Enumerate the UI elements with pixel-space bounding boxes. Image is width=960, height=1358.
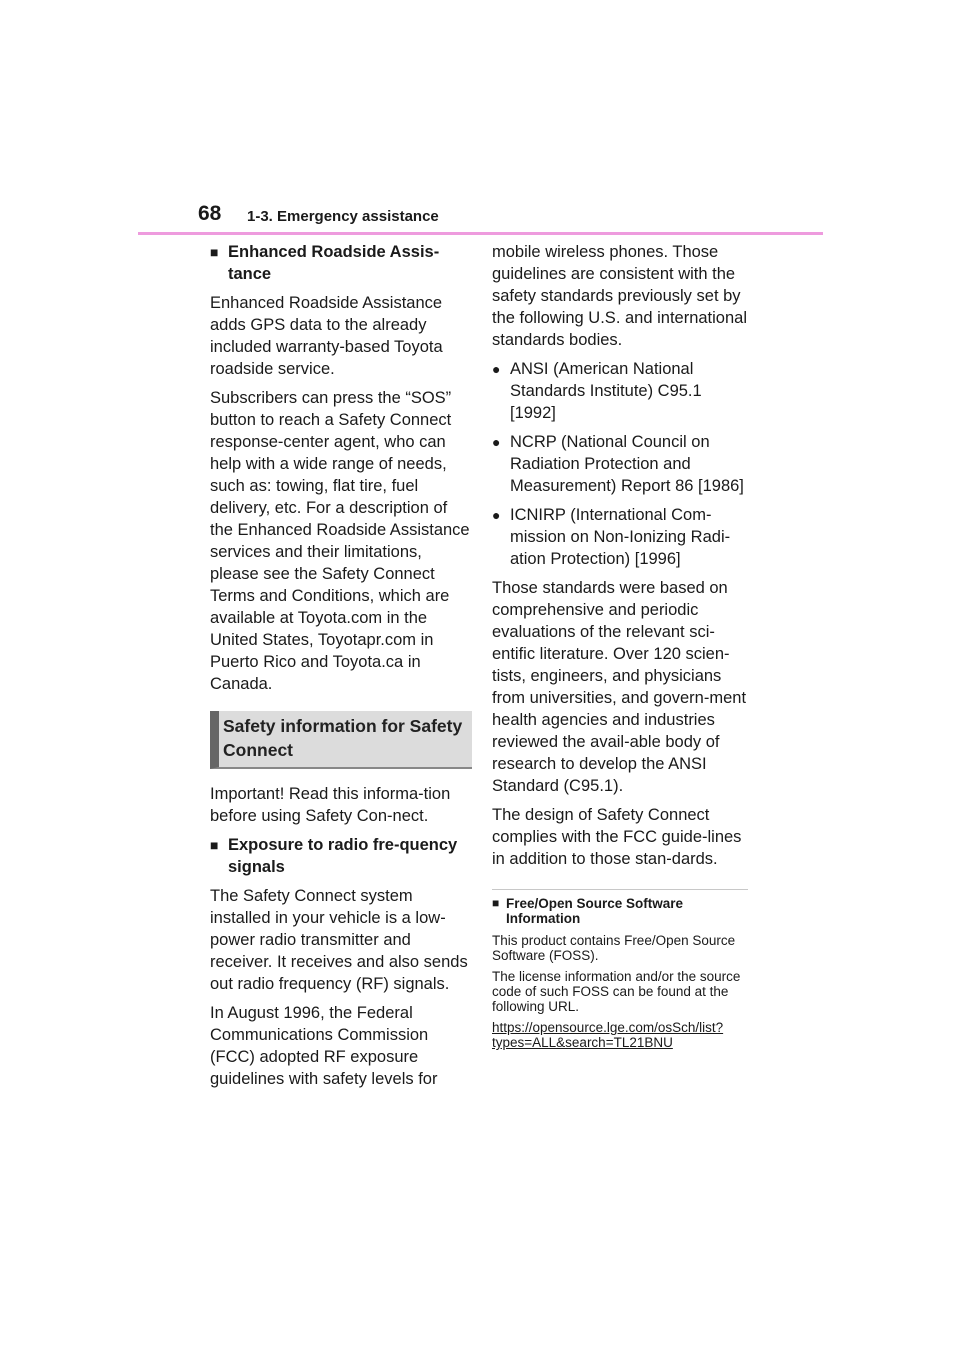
list-item-text: ANSI (American National Standards Institute) C95.1 [1992] <box>510 360 702 422</box>
subheading-roadside <box>210 241 472 285</box>
right-column <box>492 241 752 1056</box>
subheading-rf-exposure-text: Exposure to radio fre-quency signals <box>228 836 458 876</box>
list-item-text: NCRP (National Council on Radiation Protection and Measurement) Report 86 [1986] <box>510 433 744 495</box>
paragraph-guidelines: mobile wireless phones. Those guidelines are consistent with the safety standards previously set by the following U.S. and international standards bodies. <box>492 243 747 349</box>
paragraph-roadside-intro: Enhanced Roadside Assistance adds GPS data to the already included warranty-based Toyota roadside service. <box>210 294 443 378</box>
paragraph-roadside-sos: Subscribers can press the “SOS” button to reach a Safety Connect response-center agent, who can help with a wide range of needs, such as: towing, flat tire, fuel delivery, etc. For a description of the Enhanced Roadside Assistance services and their limitations, please see the Safety Connect Terms and Conditions, which are available at Toyota.com in the United States, Toyotapr.com in Puerto Rico and Toyota.ca in Canada. <box>210 389 470 693</box>
bullet-dot-icon: ● <box>492 361 501 377</box>
bullet-dot-icon: ● <box>492 507 501 523</box>
header-divider <box>138 232 823 235</box>
foss-url-link[interactable]: https://opensource.lge.com/osSch/list?types=ALL&search=TL21BNU <box>492 1020 724 1050</box>
list-item <box>492 504 752 570</box>
list-item-text: ICNIRP (International Com-mission on Non-Ionizing Radi-ation Protection) [1996] <box>510 506 731 568</box>
note-heading <box>492 896 752 926</box>
section-title: 1-3. Emergency assistance <box>247 208 439 225</box>
page-number: 68 <box>198 202 222 225</box>
paragraph-fcc: In August 1996, the Federal Communications Commission (FCC) adopted RF exposure guidelines with safety levels for <box>210 1004 438 1088</box>
paragraph-design: The design of Safety Connect complies with the FCC guide-lines in addition to those stan-dards. <box>492 806 742 868</box>
note-paragraph-license: The license information and/or the source code of such FOSS can be found at the following URL. <box>492 969 741 1014</box>
section-heading-safety-info: Safety information for Safety Connect <box>210 711 472 769</box>
subheading-rf-exposure <box>210 834 472 878</box>
bullet-dot-icon: ● <box>492 434 501 450</box>
square-bullet-icon: ■ <box>492 896 500 910</box>
paragraph-standards: Those standards were based on comprehensive and periodic evaluations of the relevant sci-entific literature. Over 120 scien-tists, engineers, and physicians from universities, and govern-ment health agencies and industries reviewed the avail-able body of research to develop the ANSI Standard (C95.1). <box>492 579 747 795</box>
note-foss <box>492 896 752 1050</box>
paragraph-system: The Safety Connect system installed in your vehicle is a low-power radio transmitter and receiver. It receives and also sends out radio frequency (RF) signals. <box>210 887 468 993</box>
paragraph-important: Important! Read this informa-tion before using Safety Con-nect. <box>210 785 451 825</box>
note-divider <box>492 889 748 890</box>
list-item <box>492 431 752 497</box>
square-bullet-icon: ■ <box>210 244 219 260</box>
note-paragraph-foss: This product contains Free/Open Source Software (FOSS). <box>492 933 736 963</box>
subheading-roadside-text: Enhanced Roadside Assis-tance <box>228 243 440 283</box>
list-item <box>492 358 752 424</box>
square-bullet-icon: ■ <box>210 837 219 853</box>
left-column <box>210 241 472 1097</box>
note-heading-text: Free/Open Source Software Information <box>506 896 684 926</box>
